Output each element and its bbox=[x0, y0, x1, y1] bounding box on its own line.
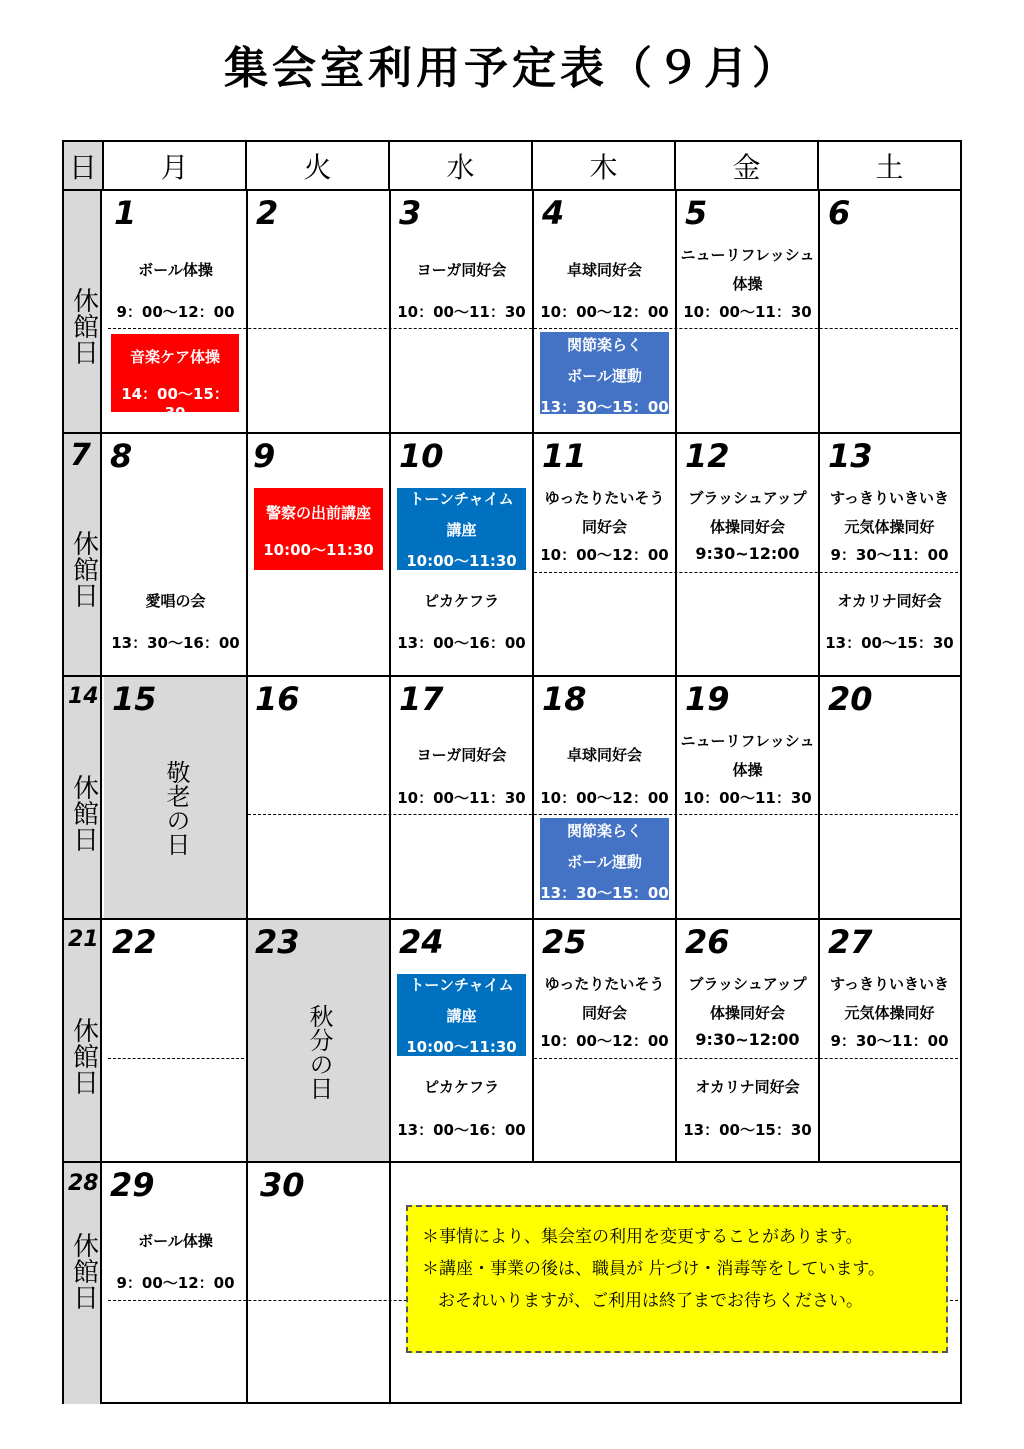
closed-text: 休館日 bbox=[68, 1232, 99, 1310]
event-time: 13：00～15：30 bbox=[825, 634, 954, 652]
closed-text: 休館日 bbox=[68, 774, 99, 852]
event-name: すっきりいきいき bbox=[829, 489, 950, 507]
event-name: ゆったりたいそう bbox=[544, 489, 665, 507]
holiday-name: 敬老の日 bbox=[162, 760, 190, 856]
event-name: 愛唱の会 bbox=[145, 592, 206, 610]
day-number: 8 bbox=[110, 437, 133, 475]
event-time: 9:30~12:00 bbox=[695, 1030, 800, 1049]
event-time: 14：00～15：30 bbox=[121, 385, 229, 422]
day-number: 13 bbox=[828, 437, 873, 475]
day-number: 23 bbox=[255, 923, 300, 961]
day-number: 26 bbox=[685, 923, 730, 961]
event-name: 講座 bbox=[446, 521, 477, 539]
event-name: 講座 bbox=[446, 1007, 477, 1025]
event-time: 10:00～11:30 bbox=[263, 541, 374, 559]
event-time: 13：00～16：00 bbox=[397, 634, 526, 652]
event-time: 10：00～12：00 bbox=[540, 1032, 669, 1050]
event-name: ニューリフレッシュ bbox=[680, 732, 815, 750]
event-time: 10：00～11：30 bbox=[683, 789, 812, 807]
day-number: 1 bbox=[114, 194, 137, 232]
event-time: 10：00～11：30 bbox=[683, 303, 812, 321]
event-name: 体操 bbox=[732, 761, 763, 779]
day-number: 15 bbox=[112, 680, 157, 718]
event-name: 同好会 bbox=[581, 518, 627, 536]
day-number-sunday: 28 bbox=[68, 1171, 99, 1196]
event-name: ボール体操 bbox=[138, 261, 213, 279]
event-name: 警察の出前講座 bbox=[265, 504, 371, 522]
day-number: 10 bbox=[399, 437, 444, 475]
event-name: ニューリフレッシュ bbox=[680, 246, 815, 264]
header-tue: 火 bbox=[247, 142, 390, 190]
day-number-sunday: 7 bbox=[70, 438, 91, 473]
header-fri: 金 bbox=[676, 142, 819, 190]
event-name: 元気体操同好 bbox=[844, 1004, 935, 1022]
closed-label bbox=[64, 774, 102, 859]
day-number-sunday: 21 bbox=[68, 927, 99, 952]
closed-text: 休館日 bbox=[68, 287, 99, 365]
day-number: 30 bbox=[260, 1166, 305, 1204]
event-box-red bbox=[111, 334, 239, 422]
header-sat: 土 bbox=[875, 151, 904, 184]
day-number: 2 bbox=[256, 194, 279, 232]
event-time: 10：00～12：00 bbox=[540, 303, 669, 321]
closed-text: 休館日 bbox=[68, 530, 99, 608]
event-time: 10：00～12：00 bbox=[540, 789, 669, 807]
event-time: 13：30～15：00 bbox=[540, 884, 669, 902]
header-mon: 月 bbox=[104, 142, 247, 190]
day-number: 12 bbox=[685, 437, 730, 475]
event-box-blue bbox=[397, 974, 526, 1056]
header-thu: 木 bbox=[533, 142, 676, 190]
event-name: トーンチャイム bbox=[409, 976, 514, 994]
closed-label bbox=[64, 1232, 102, 1317]
header-wed: 水 bbox=[390, 142, 533, 190]
event-name: 関節楽らく bbox=[566, 336, 642, 354]
day-number: 27 bbox=[828, 923, 873, 961]
event-time: 13：00～16：00 bbox=[397, 1121, 526, 1139]
event-name: ボール体操 bbox=[138, 1232, 213, 1250]
event-name: すっきりいきいき bbox=[829, 975, 950, 993]
event-name: 卓球同好会 bbox=[566, 746, 642, 764]
event-name: ヨーガ同好会 bbox=[416, 746, 507, 764]
event-name: ブラッシュアップ bbox=[688, 489, 807, 507]
event-name: 卓球同好会 bbox=[566, 261, 642, 279]
event-time: 9：00～12：00 bbox=[116, 303, 235, 321]
event-name: 音楽ケア体操 bbox=[129, 348, 220, 366]
day-number-sunday: 14 bbox=[68, 684, 99, 709]
dashed-separator bbox=[534, 1058, 958, 1059]
event-box-blue bbox=[540, 818, 669, 900]
notice-line: ＊事情により、集会室の利用を変更することがあります。 bbox=[422, 1227, 863, 1247]
event-name: 同好会 bbox=[581, 1004, 627, 1022]
calendar-table bbox=[62, 140, 962, 1404]
event-name: 体操同好会 bbox=[709, 1004, 785, 1022]
event-name: ヨーガ同好会 bbox=[416, 261, 507, 279]
event-name: ブラッシュアップ bbox=[688, 975, 807, 993]
day-number: 9 bbox=[253, 437, 276, 475]
day-number: 18 bbox=[542, 680, 587, 718]
dashed-separator bbox=[248, 814, 958, 815]
day-number: 25 bbox=[542, 923, 587, 961]
day-number: 16 bbox=[255, 680, 300, 718]
closed-text: 休館日 bbox=[68, 1017, 99, 1095]
notice-line: ＊講座・事業の後は、職員が 片づけ・消毒等をしています。 bbox=[422, 1259, 886, 1279]
notice-line: おそれいりますが、ご利用は終了までお待ちください。 bbox=[438, 1291, 863, 1311]
dashed-separator bbox=[108, 328, 958, 329]
event-name: 関節楽らく bbox=[566, 822, 642, 840]
event-time: 10:00～11:30 bbox=[406, 552, 517, 570]
day-number: 3 bbox=[399, 194, 422, 232]
day-number: 17 bbox=[399, 680, 444, 718]
holiday-name: 秋分の日 bbox=[305, 1004, 333, 1100]
day-number: 20 bbox=[828, 680, 873, 718]
event-name: ピカケフラ bbox=[423, 1078, 499, 1096]
event-name: 体操同好会 bbox=[709, 518, 785, 536]
event-name: ボール運動 bbox=[567, 367, 642, 385]
day-number: 29 bbox=[110, 1166, 155, 1204]
event-name: トーンチャイム bbox=[409, 490, 514, 508]
event-time: 13：30～16：00 bbox=[111, 634, 240, 652]
event-box-blue bbox=[540, 332, 669, 414]
page-title: 集会室利用予定表（９月） bbox=[224, 43, 800, 94]
closed-label bbox=[64, 530, 102, 615]
day-number: 4 bbox=[542, 194, 565, 232]
day-number: 22 bbox=[112, 923, 157, 961]
event-name: ピカケフラ bbox=[423, 592, 499, 610]
day-number: 19 bbox=[685, 680, 730, 718]
event-time: 9:30~12:00 bbox=[695, 544, 800, 563]
dashed-separator bbox=[108, 1058, 244, 1059]
header-sun: 日 bbox=[64, 142, 104, 190]
event-time: 9：00～12：00 bbox=[116, 1274, 235, 1292]
event-name: ゆったりたいそう bbox=[544, 975, 665, 993]
event-name: オカリナ同好会 bbox=[695, 1078, 800, 1096]
event-name: オカリナ同好会 bbox=[837, 592, 942, 610]
closed-label bbox=[64, 1017, 102, 1102]
event-time: 10：00～12：00 bbox=[540, 546, 669, 564]
event-time: 10:00～11:30 bbox=[406, 1038, 517, 1056]
day-number: 24 bbox=[399, 923, 444, 961]
event-box-blue bbox=[397, 488, 526, 570]
day-number: 5 bbox=[685, 194, 708, 232]
event-time: 10：00～11：30 bbox=[397, 303, 526, 321]
event-time: 10：00～11：30 bbox=[397, 789, 526, 807]
event-box-red bbox=[254, 488, 383, 570]
notice-box bbox=[406, 1205, 948, 1353]
day-number: 6 bbox=[828, 194, 851, 232]
event-time: 13：00～15：30 bbox=[683, 1121, 812, 1139]
event-name: ボール運動 bbox=[567, 853, 642, 871]
event-name: 体操 bbox=[732, 275, 763, 293]
dashed-separator bbox=[534, 572, 958, 573]
closed-label bbox=[64, 287, 102, 372]
event-name: 元気体操同好 bbox=[844, 518, 935, 536]
event-time: 13：30～15：00 bbox=[540, 398, 669, 416]
event-time: 9：30～11：00 bbox=[830, 1032, 949, 1050]
event-time: 9：30～11：00 bbox=[830, 546, 949, 564]
day-number: 11 bbox=[542, 437, 587, 475]
